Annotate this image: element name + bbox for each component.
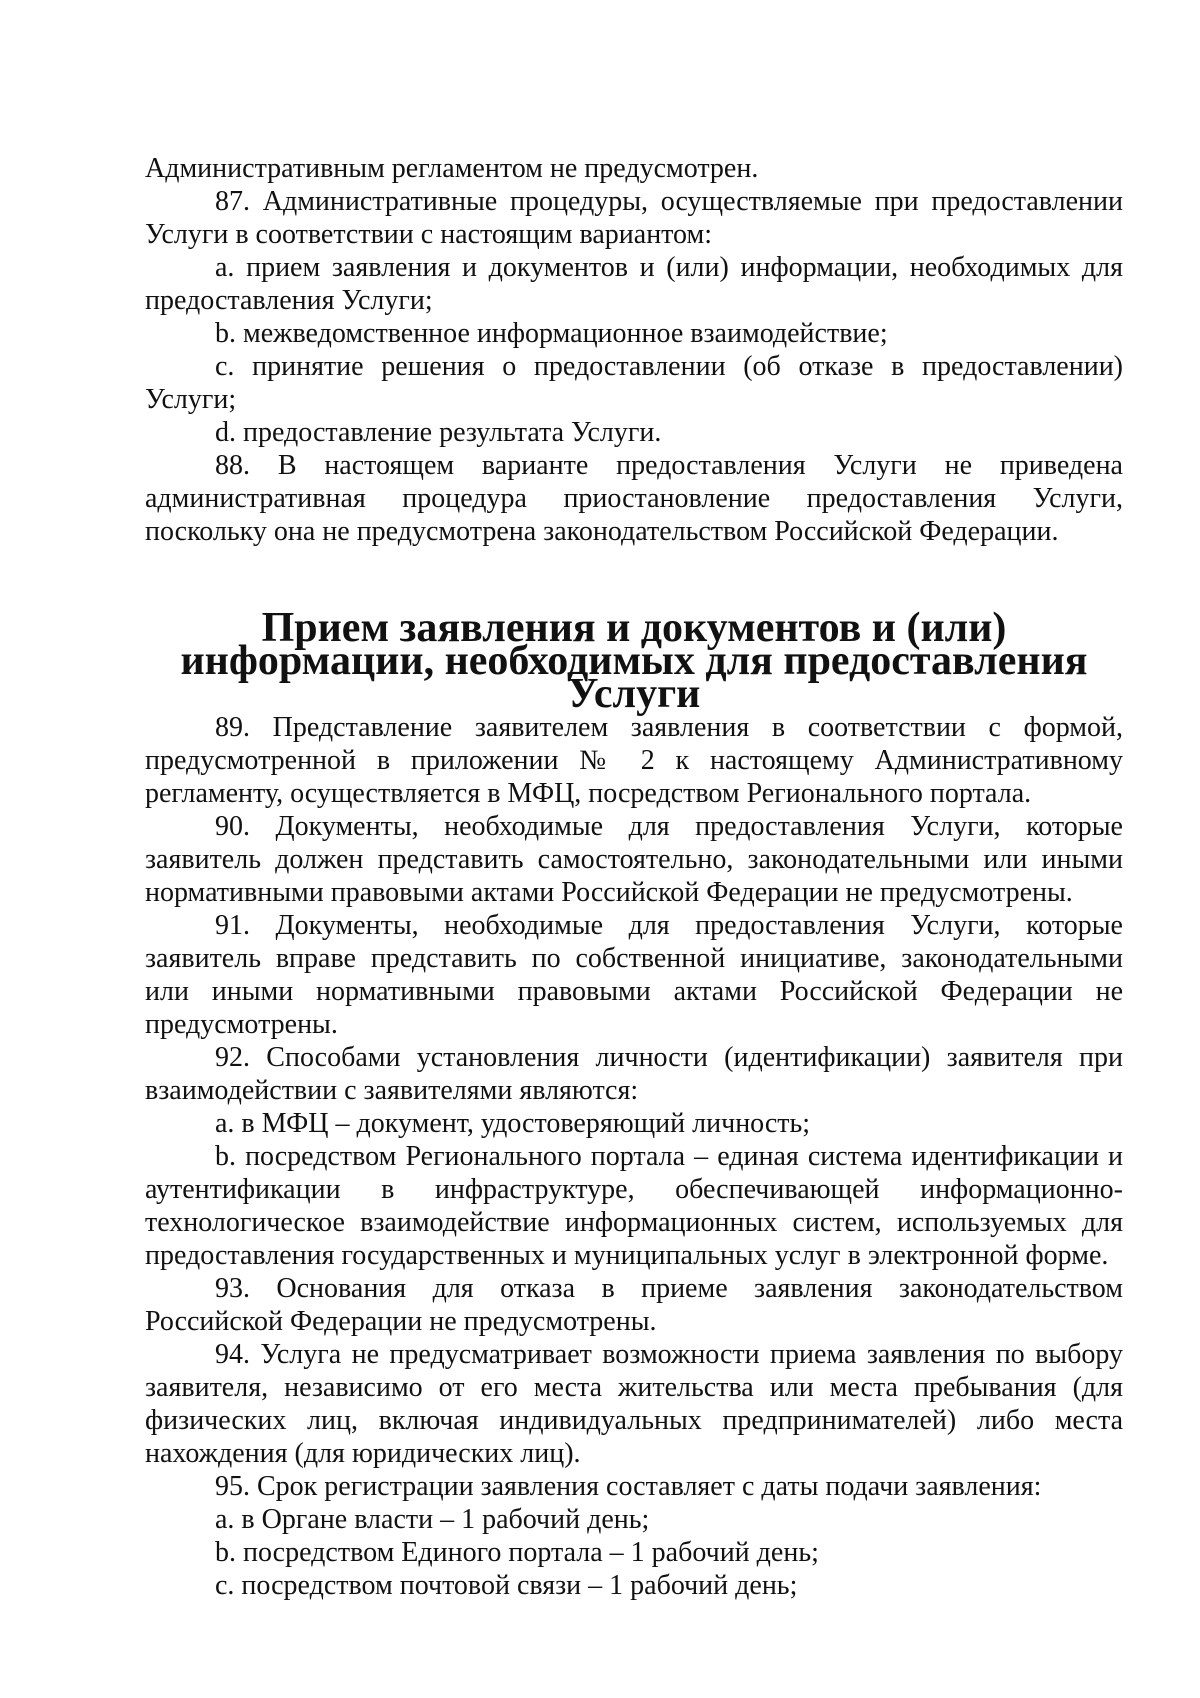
- section-heading: Прием заявления и документов и (или) информации, необходимых для предоставления Услуги: [180, 605, 1088, 717]
- paragraph: c. принятие решения о предоставлении (об отказе в предоставлении) Услуги;: [145, 351, 1123, 415]
- paragraph: 95. Срок регистрации заявления составляет с даты подачи заявления:: [215, 1471, 1042, 1502]
- paragraph: 89. Представление заявителем заявления в соответствии с формой, предусмотренной в приложении № 2 к настоящему Административному регламенту, осуществляется в МФЦ, посредством Регионального портала.: [145, 712, 1123, 809]
- paragraph: Административным регламентом не предусмотрен.: [145, 153, 759, 184]
- paragraph: 90. Документы, необходимые для предоставления Услуги, которые заявитель должен представить самостоятельно, законодательными или иными нормативными правовыми актами Российской Федерации не предусмотрены.: [145, 811, 1123, 908]
- document-body-part2: [145, 711, 1123, 1602]
- document-body-part1: [145, 152, 1123, 548]
- paragraph: b. посредством Регионального портала – единая система идентификации и аутентификации в инфраструктуре, обеспечивающей информационно-технологическое взаимодействие информационных систем, используемых для предоставления государственных и муниципальных услуг в электронной форме.: [145, 1141, 1123, 1271]
- paragraph: 87. Административные процедуры, осуществляемые при предоставлении Услуги в соответствии с настоящим вариантом:: [145, 186, 1123, 250]
- paragraph: 91. Документы, необходимые для предоставления Услуги, которые заявитель вправе представить по собственной инициативе, законодательными или иными нормативными правовыми актами Российской Федерации не предусмотрены.: [145, 910, 1123, 1040]
- document-page: [145, 152, 1123, 1602]
- paragraph: d. предоставление результата Услуги.: [215, 417, 662, 448]
- paragraph: b. посредством Единого портала – 1 рабочий день;: [215, 1537, 819, 1568]
- paragraph: c. посредством почтовой связи – 1 рабочий день;: [215, 1570, 798, 1601]
- paragraph: 88. В настоящем варианте предоставления Услуги не приведена административная процедура приостановление предоставления Услуги, поскольку она не предусмотрена законодательством Российской Федерации.: [145, 450, 1123, 547]
- paragraph: a. в МФЦ – документ, удостоверяющий личность;: [215, 1108, 811, 1139]
- paragraph: 93. Основания для отказа в приеме заявления законодательством Российской Федерации не предусмотрены.: [145, 1273, 1123, 1337]
- paragraph: a. в Органе власти – 1 рабочий день;: [215, 1504, 650, 1535]
- paragraph: b. межведомственное информационное взаимодействие;: [215, 318, 888, 349]
- paragraph: 92. Способами установления личности (идентификации) заявителя при взаимодействии с заявителями являются:: [145, 1042, 1123, 1106]
- paragraph: a. прием заявления и документов и (или) информации, необходимых для предоставления Услуги;: [145, 252, 1123, 316]
- paragraph: 94. Услуга не предусматривает возможности приема заявления по выбору заявителя, независимо от его места жительства или места пребывания (для физических лиц, включая индивидуальных предпринимателей) либо места нахождения (для юридических лиц).: [145, 1339, 1123, 1469]
